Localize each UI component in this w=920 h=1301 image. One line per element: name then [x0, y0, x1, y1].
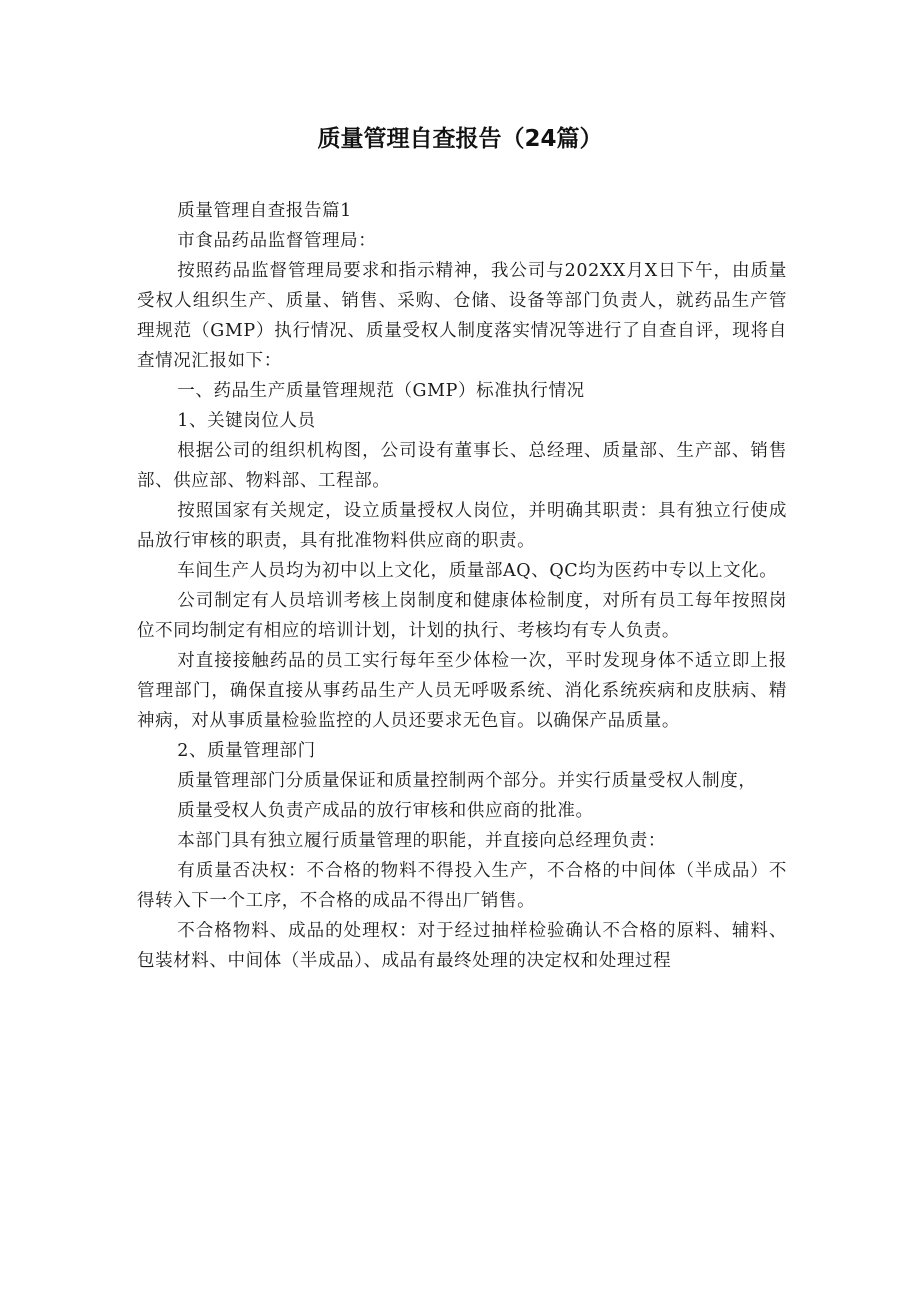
- paragraph: 质量受权人负责产成品的放行审核和供应商的批准。: [177, 801, 594, 821]
- document-title: 质量管理自查报告（24篇）: [317, 126, 603, 152]
- subsection-heading: 1、关键岗位人员: [177, 411, 316, 431]
- paragraph: 按照国家有关规定，设立质量授权人岗位，并明确其职责：具有独立行使成品放行审核的职责，具有批准物料供应商的职责。: [137, 501, 787, 551]
- paragraph: 本部门具有独立履行质量管理的职能，并直接向总经理负责：: [177, 831, 666, 851]
- paragraph: 不合格物料、成品的处理权：对于经过抽样检验确认不合格的原料、辅料、包装材料、中间体（半成品）、成品有最终处理的决定权和处理过程: [137, 921, 787, 971]
- paragraph: 对直接接触药品的员工实行每年至少体检一次，平时发现身体不适立即上报管理部门，确保直接从事药品生产人员无呼吸系统、消化系统疾病和皮肤病、精神病，对从事质量检验监控的人员还要求无色盲。以确保产品质量。: [137, 651, 787, 731]
- section-heading: 一、药品生产质量管理规范（GMP）标准执行情况: [177, 381, 585, 401]
- paragraph: 车间生产人员均为初中以上文化，质量部AQ、QC均为医药中专以上文化。: [177, 561, 778, 581]
- paragraph: 按照药品监督管理局要求和指示精神，我公司与202XX月X日下午，由质量受权人组织生产、质量、销售、采购、仓储、设备等部门负责人，就药品生产管理规范（GMP）执行情况、质量受权人制度落实情况等进行了自查自评，现将自查情况汇报如下：: [137, 261, 787, 371]
- subsection-heading: 2、质量管理部门: [177, 741, 316, 761]
- document-body: [137, 196, 787, 976]
- paragraph: 有质量否决权：不合格的物料不得投入生产，不合格的中间体（半成品）不得转入下一个工序，不合格的成品不得出厂销售。: [137, 861, 787, 911]
- paragraph: 公司制定有人员培训考核上岗制度和健康体检制度，对所有员工每年按照岗位不同均制定有相应的培训计划，计划的执行、考核均有专人负责。: [137, 591, 787, 641]
- paragraph: 根据公司的组织机构图，公司设有董事长、总经理、质量部、生产部、销售部、供应部、物料部、工程部。: [137, 441, 787, 491]
- paragraph: 质量管理部门分质量保证和质量控制两个部分。并实行质量受权人制度，: [177, 771, 757, 791]
- addressee: 市食品药品监督管理局：: [177, 231, 377, 251]
- section-heading: 质量管理自查报告篇1: [177, 201, 352, 221]
